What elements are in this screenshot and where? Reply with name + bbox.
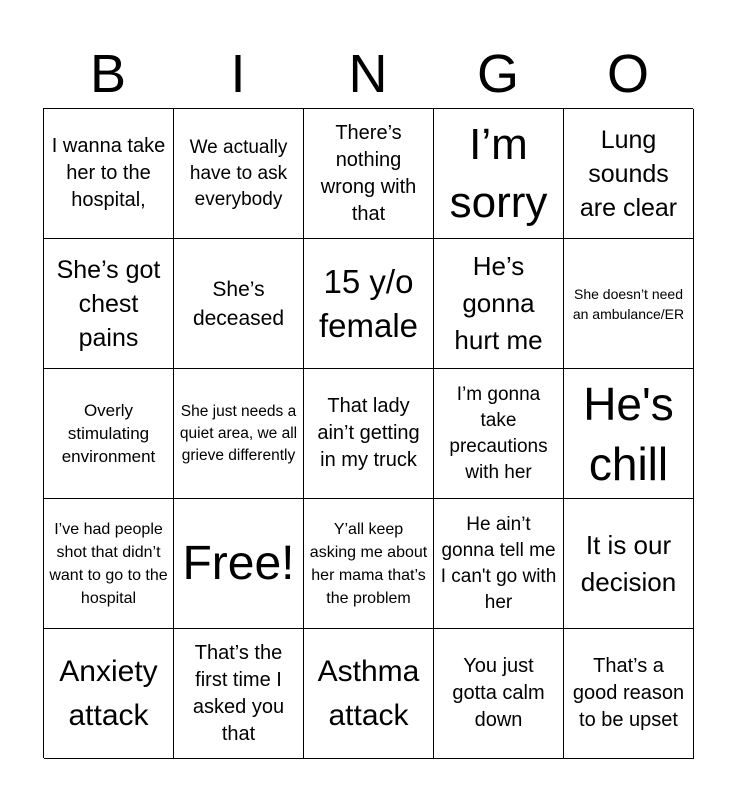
cell-text: Overly stimulating environment [61,401,156,466]
header-letter-n: N [348,44,388,104]
bingo-cell-r2c1[interactable] [44,239,174,369]
bingo-cell-r3c2[interactable] [174,369,304,499]
cell-text: Y’all keep asking me about her mama that’s the problem [309,520,428,607]
bingo-cell-r1c2[interactable] [174,109,304,239]
bingo-cell-r4c4[interactable] [304,499,434,629]
bingo-header [43,40,693,108]
bingo-card-grid [43,108,693,758]
bingo-cell-r4c5[interactable] [564,499,694,629]
bingo-cell-r1c3[interactable] [304,109,434,239]
cell-text: She’s deceased [192,277,285,330]
bingo-cell-r3c3[interactable] [304,369,434,499]
cell-text: I’ve had people shot that didn’t want to go to the hospital [49,520,168,607]
cell-text: She’s got chest pains [56,255,161,352]
cell-text: We actually have to ask everybody [189,136,288,210]
bingo-cell-r5c1[interactable] [44,629,174,759]
cell-text: Asthma attack [317,654,420,732]
bingo-cell-r4c1[interactable] [44,499,174,629]
bingo-cell-r5c2[interactable] [174,629,304,759]
bingo-cell-r2c5[interactable] [564,239,694,369]
cell-text: There’s nothing wrong with that [320,121,417,225]
bingo-cell-r1c4[interactable] [434,109,564,239]
bingo-cell-r4c2[interactable] [174,499,304,629]
cell-text: She just needs a quiet area, we all grieve differently [179,402,298,464]
bingo-cell-r2c4[interactable] [434,239,564,369]
cell-text: I’m sorry [449,119,548,227]
bingo-cell-r3c5[interactable] [564,369,694,499]
cell-text: That’s the first time I asked you that [192,641,285,745]
bingo-cell-r5c4[interactable] [434,629,564,759]
cell-text: It is our decision [580,529,677,597]
header-letter-b: B [89,44,127,104]
header-letter-i: I [230,44,246,104]
bingo-cell-r5c5[interactable] [564,629,694,759]
bingo-cell-r2c3[interactable] [304,239,434,369]
cell-text: I wanna take her to the hospital, [51,135,166,211]
bingo-cell-r3c4[interactable] [434,369,564,499]
cell-text: You just gotta calm down [452,655,545,731]
cell-text: That lady ain’t getting in my truck [317,395,420,471]
header-letter-o: O [606,44,649,104]
cell-text: He ain’t gonna tell me I can't go with her [440,513,557,613]
cell-text: 15 y/o female [318,262,419,344]
free-space: Free! [182,536,295,590]
cell-text: She doesn’t need an ambulance/ER [572,285,685,322]
bingo-cell-r1c5[interactable] [564,109,694,239]
bingo-cell-r4c4[interactable] [434,499,564,629]
cell-text: That’s a good reason to be upset [572,655,685,731]
cell-text: Anxiety attack [59,654,158,732]
bingo-cell-r3c1[interactable] [44,369,174,499]
bingo-cell-r1c1[interactable] [44,109,174,239]
cell-text: Lung sounds are clear [579,125,678,222]
bingo-cell-r5c3[interactable] [304,629,434,759]
cell-text: I’m gonna take precautions with her [449,383,548,483]
cell-text: He’s gonna hurt me [454,251,543,355]
cell-text: He's chill [583,377,674,490]
header-letter-g: G [476,44,519,104]
bingo-cell-r2c2[interactable] [174,239,304,369]
